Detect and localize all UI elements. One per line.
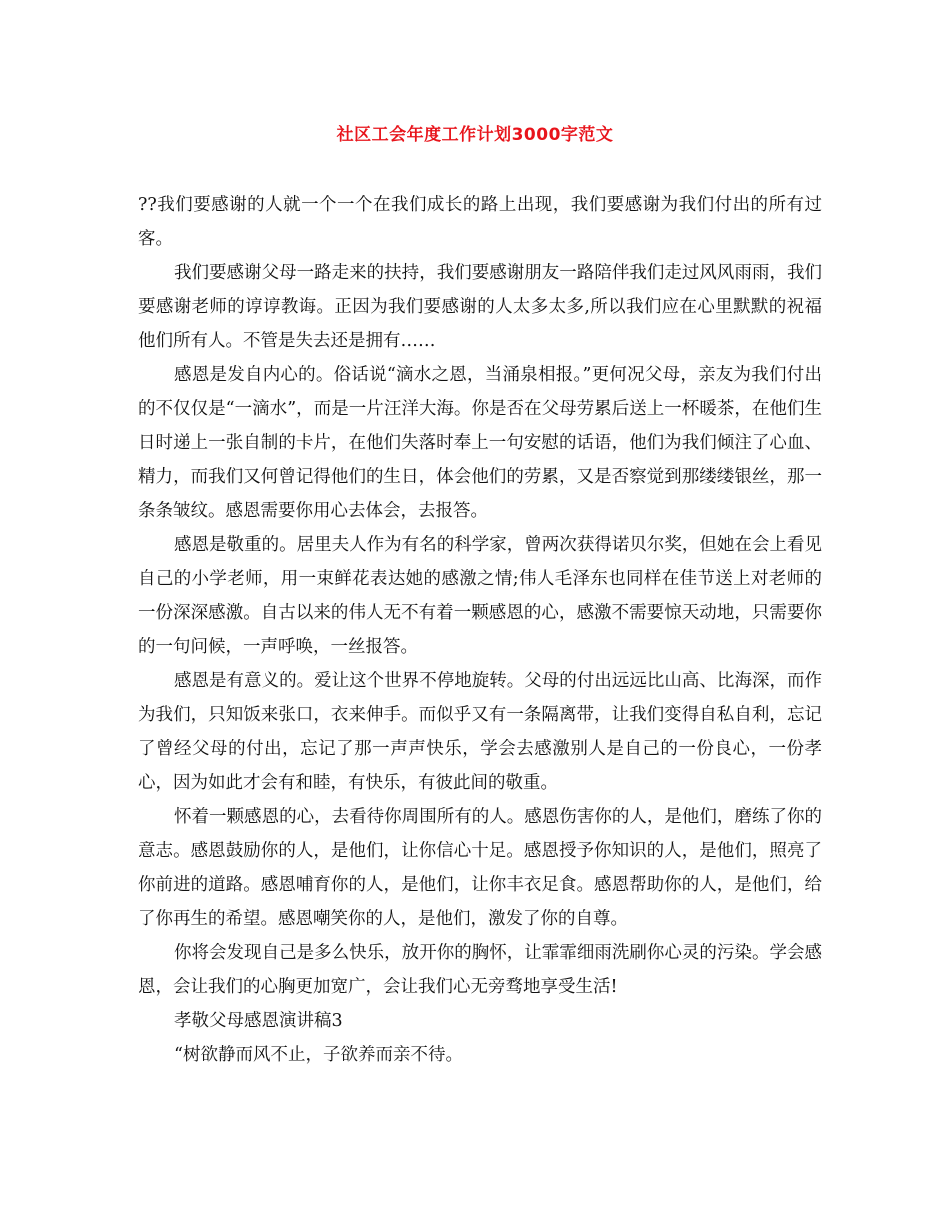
paragraph-8: “树欲静而风不止，子欲养而亲不待。 (174, 1045, 463, 1065)
paragraph-6: 怀着一颗感恩的心，去看待你周围所有的人。感恩伤害你的人，是他们，磨练了你的意志。感恩鼓励你的人，是他们，让你信心十足。感恩授予你知识的人，是他们，照亮了你前进的道路。感恩哺育你的人，是他们，让你丰衣足食。感恩帮助你的人，是他们，给了你再生的希望。感恩嘲笑你的人，是他们，激发了你的自尊。 (138, 807, 822, 929)
paragraph-7: 你将会发现自己是多么快乐，放开你的胸怀，让霏霏细雨洗刷你心灵的污染。学会感恩，会让我们的心胸更加宽广，会让我们心无旁骛地享受生活! (138, 943, 822, 997)
paragraph-4: 感恩是敬重的。居里夫人作为有名的科学家，曾两次获得诺贝尔奖，但她在会上看见自己的小学老师，用一束鲜花表达她的感激之情;伟人毛泽东也同样在佳节送上对老师的一份深深感激。自古以来的伟人无不有着一颗感恩的心，感激不需要惊天动地，只需要你的一句问候，一声呼唤，一丝报答。 (138, 535, 822, 657)
document-title: 社区工会年度工作计划3000字范文 (336, 125, 614, 145)
paragraph-3: 感恩是发自内心的。俗话说“滴水之恩，当涌泉相报。”更何况父母，亲友为我们付出的不仅仅是“一滴水”，而是一片汪洋大海。你是否在父母劳累后送上一杯暖茶，在他们生日时递上一张自制的卡片，在他们失落时奉上一句安慰的话语，他们为我们倾注了心血、精力，而我们又何曾记得他们的生日，体会他们的劳累，又是否察觉到那缕缕银丝，那一条条皱纹。感恩需要你用心去体会，去报答。 (138, 365, 822, 521)
paragraph-5: 感恩是有意义的。爱让这个世界不停地旋转。父母的付出远远比山高、比海深，而作为我们，只知饭来张口，衣来伸手。而似乎又有一条隔离带，让我们变得自私自利，忘记了曾经父母的付出，忘记了那一声声快乐，学会去感激别人是自己的一份良心，一份孝心，因为如此才会有和睦，有快乐，有彼此间的敬重。 (138, 671, 822, 793)
document-body (138, 188, 822, 1072)
section-heading: 孝敬父母感恩演讲稿3 (174, 1011, 343, 1031)
paragraph-2: 我们要感谢父母一路走来的扶持，我们要感谢朋友一路陪伴我们走过风风雨雨，我们要感谢老师的谆谆教诲。正因为我们要感谢的人太多太多,所以我们应在心里默默的祝福他们所有人。不管是失去还是拥有…… (138, 263, 822, 351)
paragraph-1: ??我们要感谢的人就一个一个在我们成长的路上出现，我们要感谢为我们付出的所有过客。 (138, 195, 822, 249)
